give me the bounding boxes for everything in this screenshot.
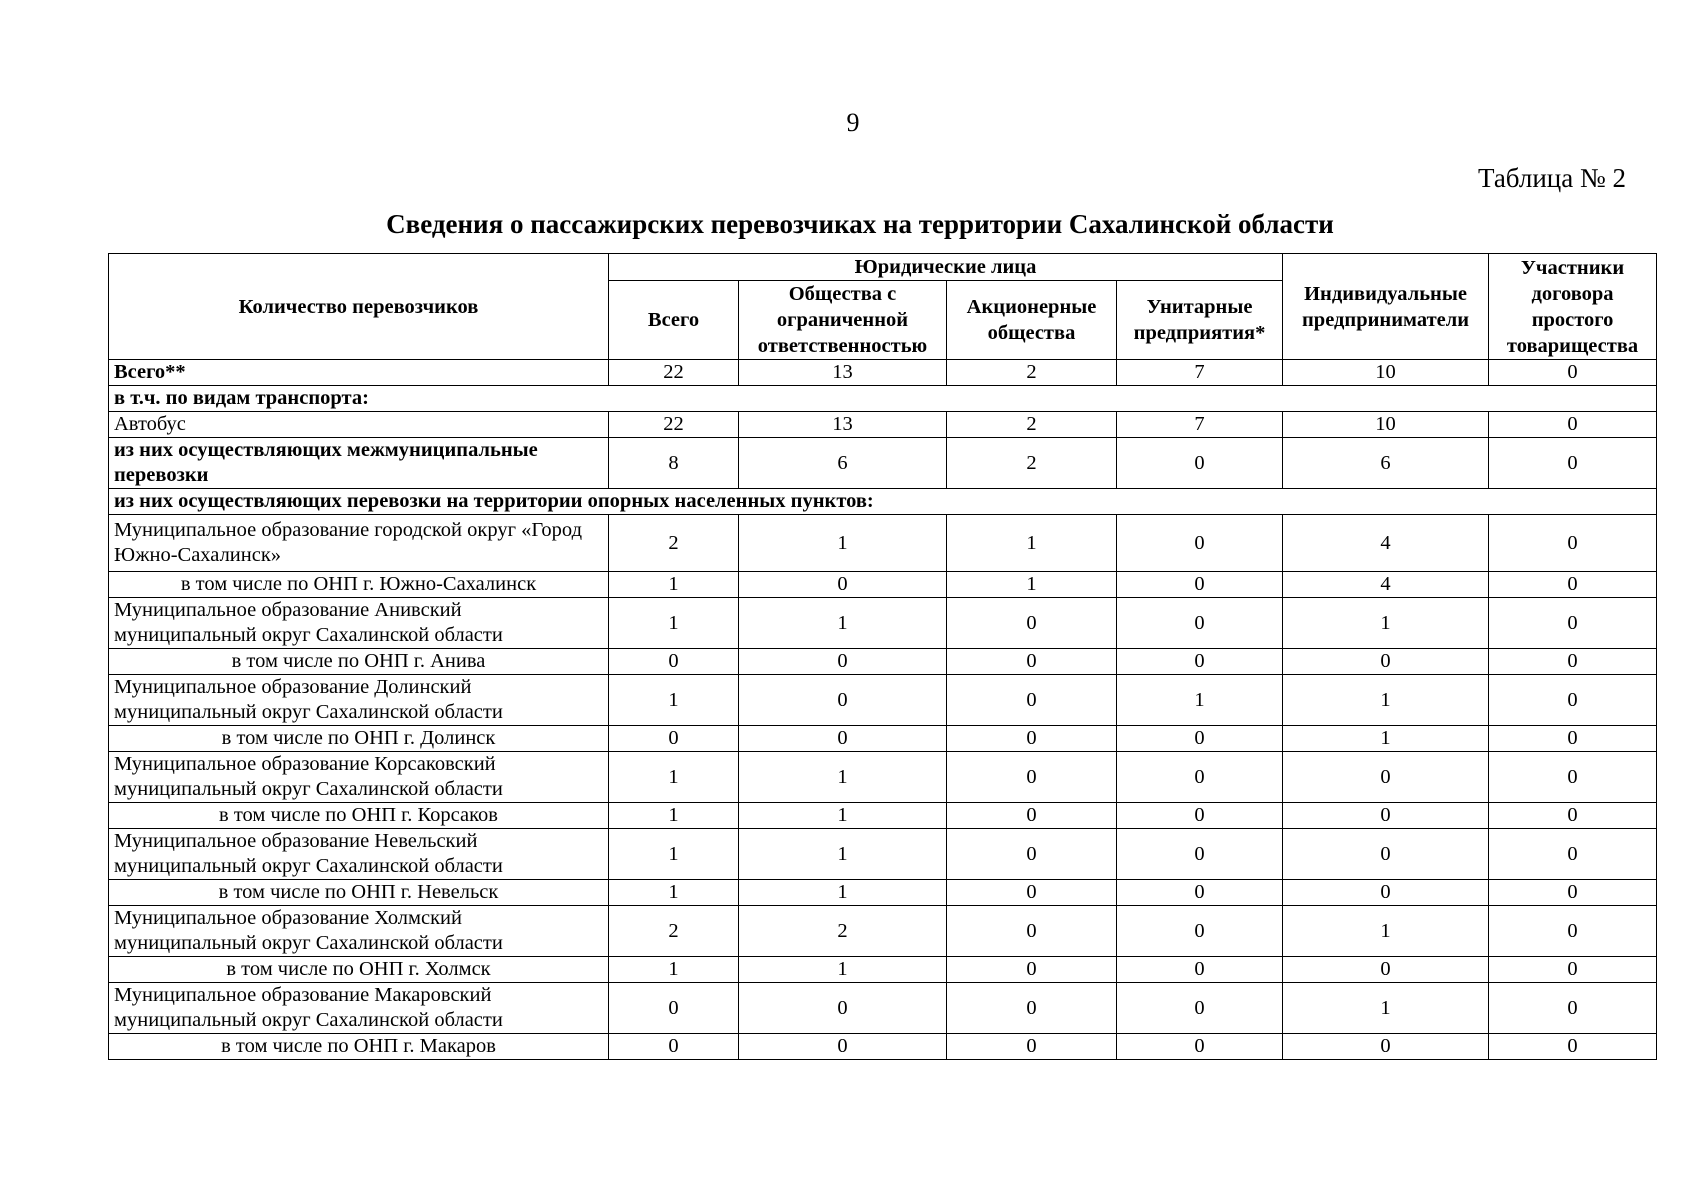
- cell-joint-stock: 0: [947, 649, 1117, 675]
- section-row: [109, 489, 1657, 515]
- row-label: в том числе по ОНП г. Невельск: [109, 880, 609, 906]
- cell-joint-stock: 1: [947, 515, 1117, 572]
- row-label: Муниципальное образование городской округ «Город Южно-Сахалинск»: [109, 515, 609, 572]
- cell-joint-stock: 0: [947, 880, 1117, 906]
- cell-joint-stock: 2: [947, 360, 1117, 386]
- cell-llc: 1: [739, 803, 947, 829]
- table-row: [109, 880, 1657, 906]
- cell-individual: 4: [1283, 515, 1489, 572]
- section-row: [109, 386, 1657, 412]
- cell-unitary: 0: [1117, 438, 1283, 489]
- cell-individual: 1: [1283, 906, 1489, 957]
- cell-joint-stock: 0: [947, 752, 1117, 803]
- cell-partnership: 0: [1489, 803, 1657, 829]
- cell-unitary: 0: [1117, 880, 1283, 906]
- cell-llc: 0: [739, 649, 947, 675]
- cell-unitary: 0: [1117, 572, 1283, 598]
- row-label: Всего**: [109, 360, 609, 386]
- table-label: Таблица № 2: [1478, 163, 1626, 193]
- cell-individual: 0: [1283, 829, 1489, 880]
- cell-total: 1: [609, 803, 739, 829]
- cell-individual: 0: [1283, 649, 1489, 675]
- table-row: [109, 572, 1657, 598]
- cell-total: 22: [609, 360, 739, 386]
- cell-total: 1: [609, 598, 739, 649]
- cell-partnership: 0: [1489, 360, 1657, 386]
- cell-partnership: 0: [1489, 726, 1657, 752]
- cell-partnership: 0: [1489, 829, 1657, 880]
- cell-llc: 0: [739, 726, 947, 752]
- cell-unitary: 0: [1117, 726, 1283, 752]
- cell-individual: 1: [1283, 983, 1489, 1034]
- cell-total: 0: [609, 983, 739, 1034]
- cell-joint-stock: 0: [947, 983, 1117, 1034]
- cell-partnership: 0: [1489, 438, 1657, 489]
- table-row: [109, 360, 1657, 386]
- cell-unitary: 7: [1117, 412, 1283, 438]
- table-row: [109, 1034, 1657, 1060]
- cell-llc: 0: [739, 675, 947, 726]
- row-label: Муниципальное образование Корсаковский муниципальный округ Сахалинской области: [109, 752, 609, 803]
- row-label: Муниципальное образование Невельский муниципальный округ Сахалинской области: [109, 829, 609, 880]
- cell-joint-stock: 0: [947, 1034, 1117, 1060]
- cell-joint-stock: 2: [947, 412, 1117, 438]
- cell-llc: 1: [739, 598, 947, 649]
- cell-joint-stock: 0: [947, 803, 1117, 829]
- header-row-top: [109, 254, 1657, 281]
- table-row: [109, 598, 1657, 649]
- header-legal-entities: Юридические лица: [609, 254, 1283, 281]
- cell-llc: 1: [739, 752, 947, 803]
- cell-partnership: 0: [1489, 906, 1657, 957]
- cell-individual: 0: [1283, 1034, 1489, 1060]
- cell-partnership: 0: [1489, 983, 1657, 1034]
- cell-llc: 0: [739, 1034, 947, 1060]
- cell-llc: 1: [739, 515, 947, 572]
- cell-total: 0: [609, 1034, 739, 1060]
- cell-total: 1: [609, 752, 739, 803]
- row-label: Автобус: [109, 412, 609, 438]
- header-partnership-participants: Участники договора простого товарищества: [1489, 254, 1657, 360]
- cell-joint-stock: 2: [947, 438, 1117, 489]
- cell-unitary: 0: [1117, 803, 1283, 829]
- table-row: [109, 412, 1657, 438]
- carriers-table: [108, 253, 1657, 1060]
- cell-unitary: 7: [1117, 360, 1283, 386]
- cell-total: 1: [609, 829, 739, 880]
- cell-llc: 13: [739, 412, 947, 438]
- table-row: [109, 803, 1657, 829]
- row-label: из них осуществляющих межмуниципальные перевозки: [109, 438, 609, 489]
- cell-individual: 1: [1283, 598, 1489, 649]
- row-label: Муниципальное образование Анивский муниципальный округ Сахалинской области: [109, 598, 609, 649]
- cell-llc: 1: [739, 957, 947, 983]
- cell-partnership: 0: [1489, 598, 1657, 649]
- cell-joint-stock: 0: [947, 957, 1117, 983]
- table-row: [109, 829, 1657, 880]
- cell-total: 0: [609, 726, 739, 752]
- cell-individual: 0: [1283, 803, 1489, 829]
- cell-individual: 0: [1283, 957, 1489, 983]
- table-row: [109, 983, 1657, 1034]
- cell-unitary: 0: [1117, 829, 1283, 880]
- cell-partnership: 0: [1489, 412, 1657, 438]
- row-label: в том числе по ОНП г. Анива: [109, 649, 609, 675]
- cell-llc: 6: [739, 438, 947, 489]
- header-unitary: Унитарные предприятия*: [1117, 281, 1283, 360]
- cell-unitary: 0: [1117, 515, 1283, 572]
- row-label: в том числе по ОНП г. Южно-Сахалинск: [109, 572, 609, 598]
- cell-individual: 10: [1283, 412, 1489, 438]
- cell-unitary: 0: [1117, 1034, 1283, 1060]
- cell-total: 8: [609, 438, 739, 489]
- cell-individual: 1: [1283, 675, 1489, 726]
- cell-total: 1: [609, 880, 739, 906]
- cell-individual: 0: [1283, 880, 1489, 906]
- cell-partnership: 0: [1489, 649, 1657, 675]
- cell-partnership: 0: [1489, 957, 1657, 983]
- table-row: [109, 515, 1657, 572]
- cell-partnership: 0: [1489, 515, 1657, 572]
- header-joint-stock: Акционерные общества: [947, 281, 1117, 360]
- cell-total: 1: [609, 957, 739, 983]
- cell-total: 1: [609, 572, 739, 598]
- cell-unitary: 0: [1117, 983, 1283, 1034]
- cell-joint-stock: 0: [947, 829, 1117, 880]
- header-count-carriers: Количество перевозчиков: [109, 254, 609, 360]
- cell-unitary: 0: [1117, 752, 1283, 803]
- row-label: в том числе по ОНП г. Холмск: [109, 957, 609, 983]
- cell-unitary: 0: [1117, 598, 1283, 649]
- table-row: [109, 675, 1657, 726]
- cell-individual: 1: [1283, 726, 1489, 752]
- cell-individual: 10: [1283, 360, 1489, 386]
- header-individual-entrepreneurs: Индивидуальные предприниматели: [1283, 254, 1489, 360]
- cell-total: 22: [609, 412, 739, 438]
- cell-total: 0: [609, 649, 739, 675]
- cell-individual: 4: [1283, 572, 1489, 598]
- table-row: [109, 438, 1657, 489]
- table-row: [109, 906, 1657, 957]
- table-row: [109, 752, 1657, 803]
- cell-joint-stock: 1: [947, 572, 1117, 598]
- cell-joint-stock: 0: [947, 906, 1117, 957]
- section-label: в т.ч. по видам транспорта:: [109, 386, 1657, 412]
- cell-partnership: 0: [1489, 1034, 1657, 1060]
- row-label: в том числе по ОНП г. Корсаков: [109, 803, 609, 829]
- row-label: в том числе по ОНП г. Долинск: [109, 726, 609, 752]
- cell-individual: 0: [1283, 752, 1489, 803]
- cell-joint-stock: 0: [947, 726, 1117, 752]
- cell-unitary: 1: [1117, 675, 1283, 726]
- cell-partnership: 0: [1489, 572, 1657, 598]
- cell-partnership: 0: [1489, 880, 1657, 906]
- cell-total: 2: [609, 515, 739, 572]
- row-label: Муниципальное образование Макаровский муниципальный округ Сахалинской области: [109, 983, 609, 1034]
- cell-total: 1: [609, 675, 739, 726]
- header-total: Всего: [609, 281, 739, 360]
- cell-joint-stock: 0: [947, 598, 1117, 649]
- cell-llc: 1: [739, 880, 947, 906]
- cell-partnership: 0: [1489, 752, 1657, 803]
- cell-llc: 0: [739, 572, 947, 598]
- cell-unitary: 0: [1117, 649, 1283, 675]
- row-label: Муниципальное образование Холмский муниципальный округ Сахалинской области: [109, 906, 609, 957]
- header-llc: Общества с ограниченной ответственностью: [739, 281, 947, 360]
- document-title: Сведения о пассажирских перевозчиках на территории Сахалинской области: [386, 209, 1334, 239]
- table-row: [109, 649, 1657, 675]
- cell-individual: 6: [1283, 438, 1489, 489]
- table-row: [109, 726, 1657, 752]
- cell-unitary: 0: [1117, 906, 1283, 957]
- page-number: 9: [846, 108, 860, 137]
- cell-partnership: 0: [1489, 675, 1657, 726]
- table-row: [109, 957, 1657, 983]
- section-label: из них осуществляющих перевозки на территории опорных населенных пунктов:: [109, 489, 1657, 515]
- cell-llc: 1: [739, 829, 947, 880]
- cell-llc: 2: [739, 906, 947, 957]
- cell-joint-stock: 0: [947, 675, 1117, 726]
- cell-llc: 0: [739, 983, 947, 1034]
- cell-total: 2: [609, 906, 739, 957]
- row-label: Муниципальное образование Долинский муниципальный округ Сахалинской области: [109, 675, 609, 726]
- cell-llc: 13: [739, 360, 947, 386]
- cell-unitary: 0: [1117, 957, 1283, 983]
- row-label: в том числе по ОНП г. Макаров: [109, 1034, 609, 1060]
